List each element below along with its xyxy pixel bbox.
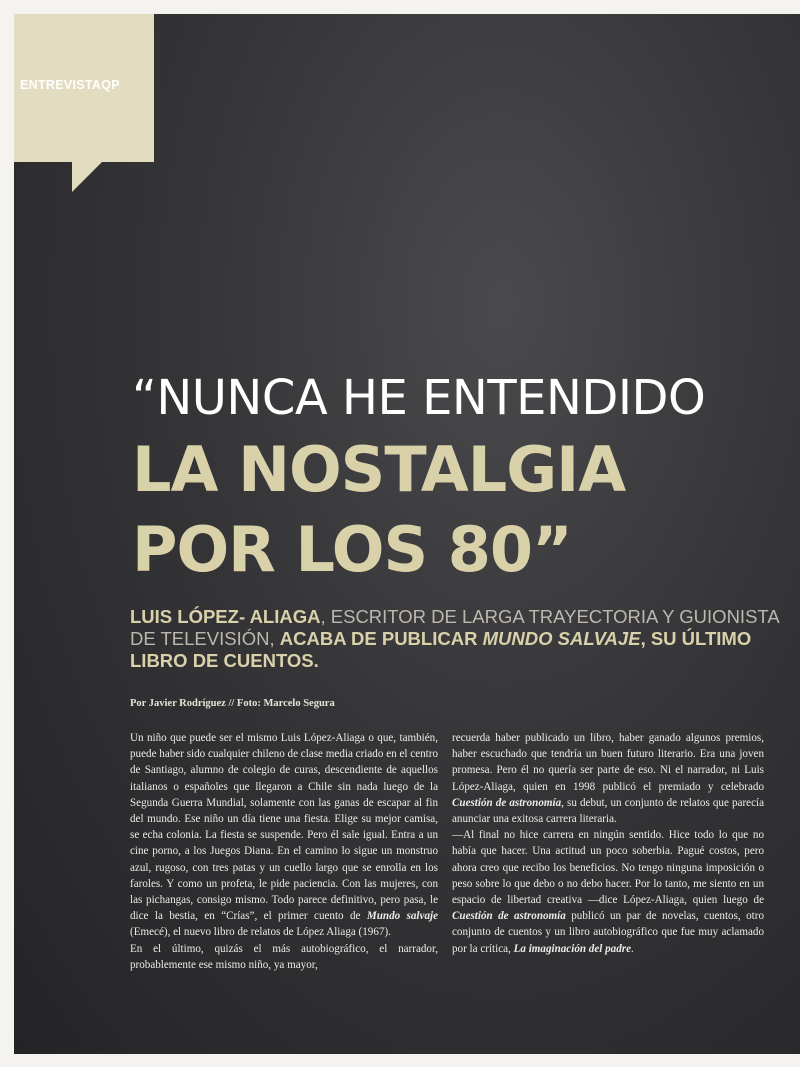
section-tab [14, 14, 154, 162]
text-run: , su debut, un conjunto de relatos que parecía anunciar una exitosa carrera literaria. [452, 796, 764, 826]
text-run: (Emecé), el nuevo libro de relatos de López Aliaga (1967). [130, 926, 391, 939]
deck-part-1: , ESCRITOR DE LARGA TRAYECTORIA Y GUIONISTA DE TELEVISIÓN, [130, 606, 779, 649]
headline-line-2: LA NOSTALGIA [132, 433, 626, 506]
deck-part-2: ACABA DE PUBLICAR [279, 628, 483, 649]
text-run: publicó un par de novelas, cuentos, otro conjunto de cuentos y un libro autobiográfico que fue muy aclamado por la crítica, [452, 910, 764, 955]
byline: Por Javier Rodríguez // Foto: Marcelo Segura [130, 698, 335, 709]
deck-subtitle [130, 606, 794, 672]
text-run: recuerda haber publicado un libro, haber ganado algunos premios, haber escuchado que tendría un buen futuro literario. Era una joven promesa. Pero él no quería ser parte de eso. Ni el narrador, ni Luis López-Aliaga, quien en 1998 publicó el premiado y celebrado [452, 732, 764, 793]
headline-line-1: “NUNCA HE ENTENDIDO [132, 370, 706, 426]
text-run: —Al final no hice carrera en ningún sentido. Hice todo lo que no había que hacer. Una actitud un poco soberbia. Pagué costos, pero ahora creo que recibo los beneficios. No tengo ninguna imposición o peso sobre lo que debo o no debo hacer. Por lo tanto, me siento en un espacio de libertad creativa —dice López-Aliaga, quien luego de [452, 829, 764, 907]
book-title: Cuestión de astronomía [452, 796, 562, 809]
magazine-page [14, 14, 800, 1054]
deck-part-3: , SU ÚLTIMO LIBRO DE CUENTOS. [130, 628, 752, 671]
paragraph [130, 730, 438, 941]
deck-name: LUIS LÓPEZ- ALIAGA [130, 606, 321, 627]
text-run: Un niño que puede ser el mismo Luis López-Aliaga o que, también, puede haber sido cualquier chileno de clase media criado en el centro de Santiago, alumno de colegio de curas, descendiente de aquellos italianos o españoles que llegaron a Chile sin nada luego de la Segunda Guerra Mundial, solamente con las ganas de escapar al fin del mundo. Ese niño un día tiene una fiesta. Elige su mejor camisa, se echa colonia. La fiesta se suspende. Pero él sale igual. Entra a un cine porno, a los Juegos Diana. En el camino lo sigue un monstruo azul, rugoso, con tres patas y un cuello largo que se enrolla en los faroles. Y como un profeta, le pide paciencia. Con las mujeres, con las pichangas, consigo mismo. Todo parece definitivo, pero pasa, le dice la bestia, en “Crías”, el primer cuento de [130, 732, 438, 923]
section-label: ENTREVISTAQP [20, 78, 120, 92]
text-run: En el último, quizás el más autobiográfico, el narrador, probablemente ese mismo niño, ya mayor, [130, 942, 438, 971]
body-column-left [130, 730, 438, 973]
book-title: Cuestión de astronomía [452, 910, 566, 923]
text-run: . [631, 942, 634, 955]
headline-line-3: POR LOS 80” [132, 513, 572, 586]
paragraph [452, 827, 764, 957]
paragraph [130, 941, 438, 973]
deck-book-title: MUNDO SALVAJE [482, 628, 641, 649]
book-title: Mundo salvaje [366, 910, 438, 923]
book-title: La imaginación del padre [513, 942, 632, 955]
paragraph [452, 730, 764, 827]
body-column-right [452, 730, 764, 957]
